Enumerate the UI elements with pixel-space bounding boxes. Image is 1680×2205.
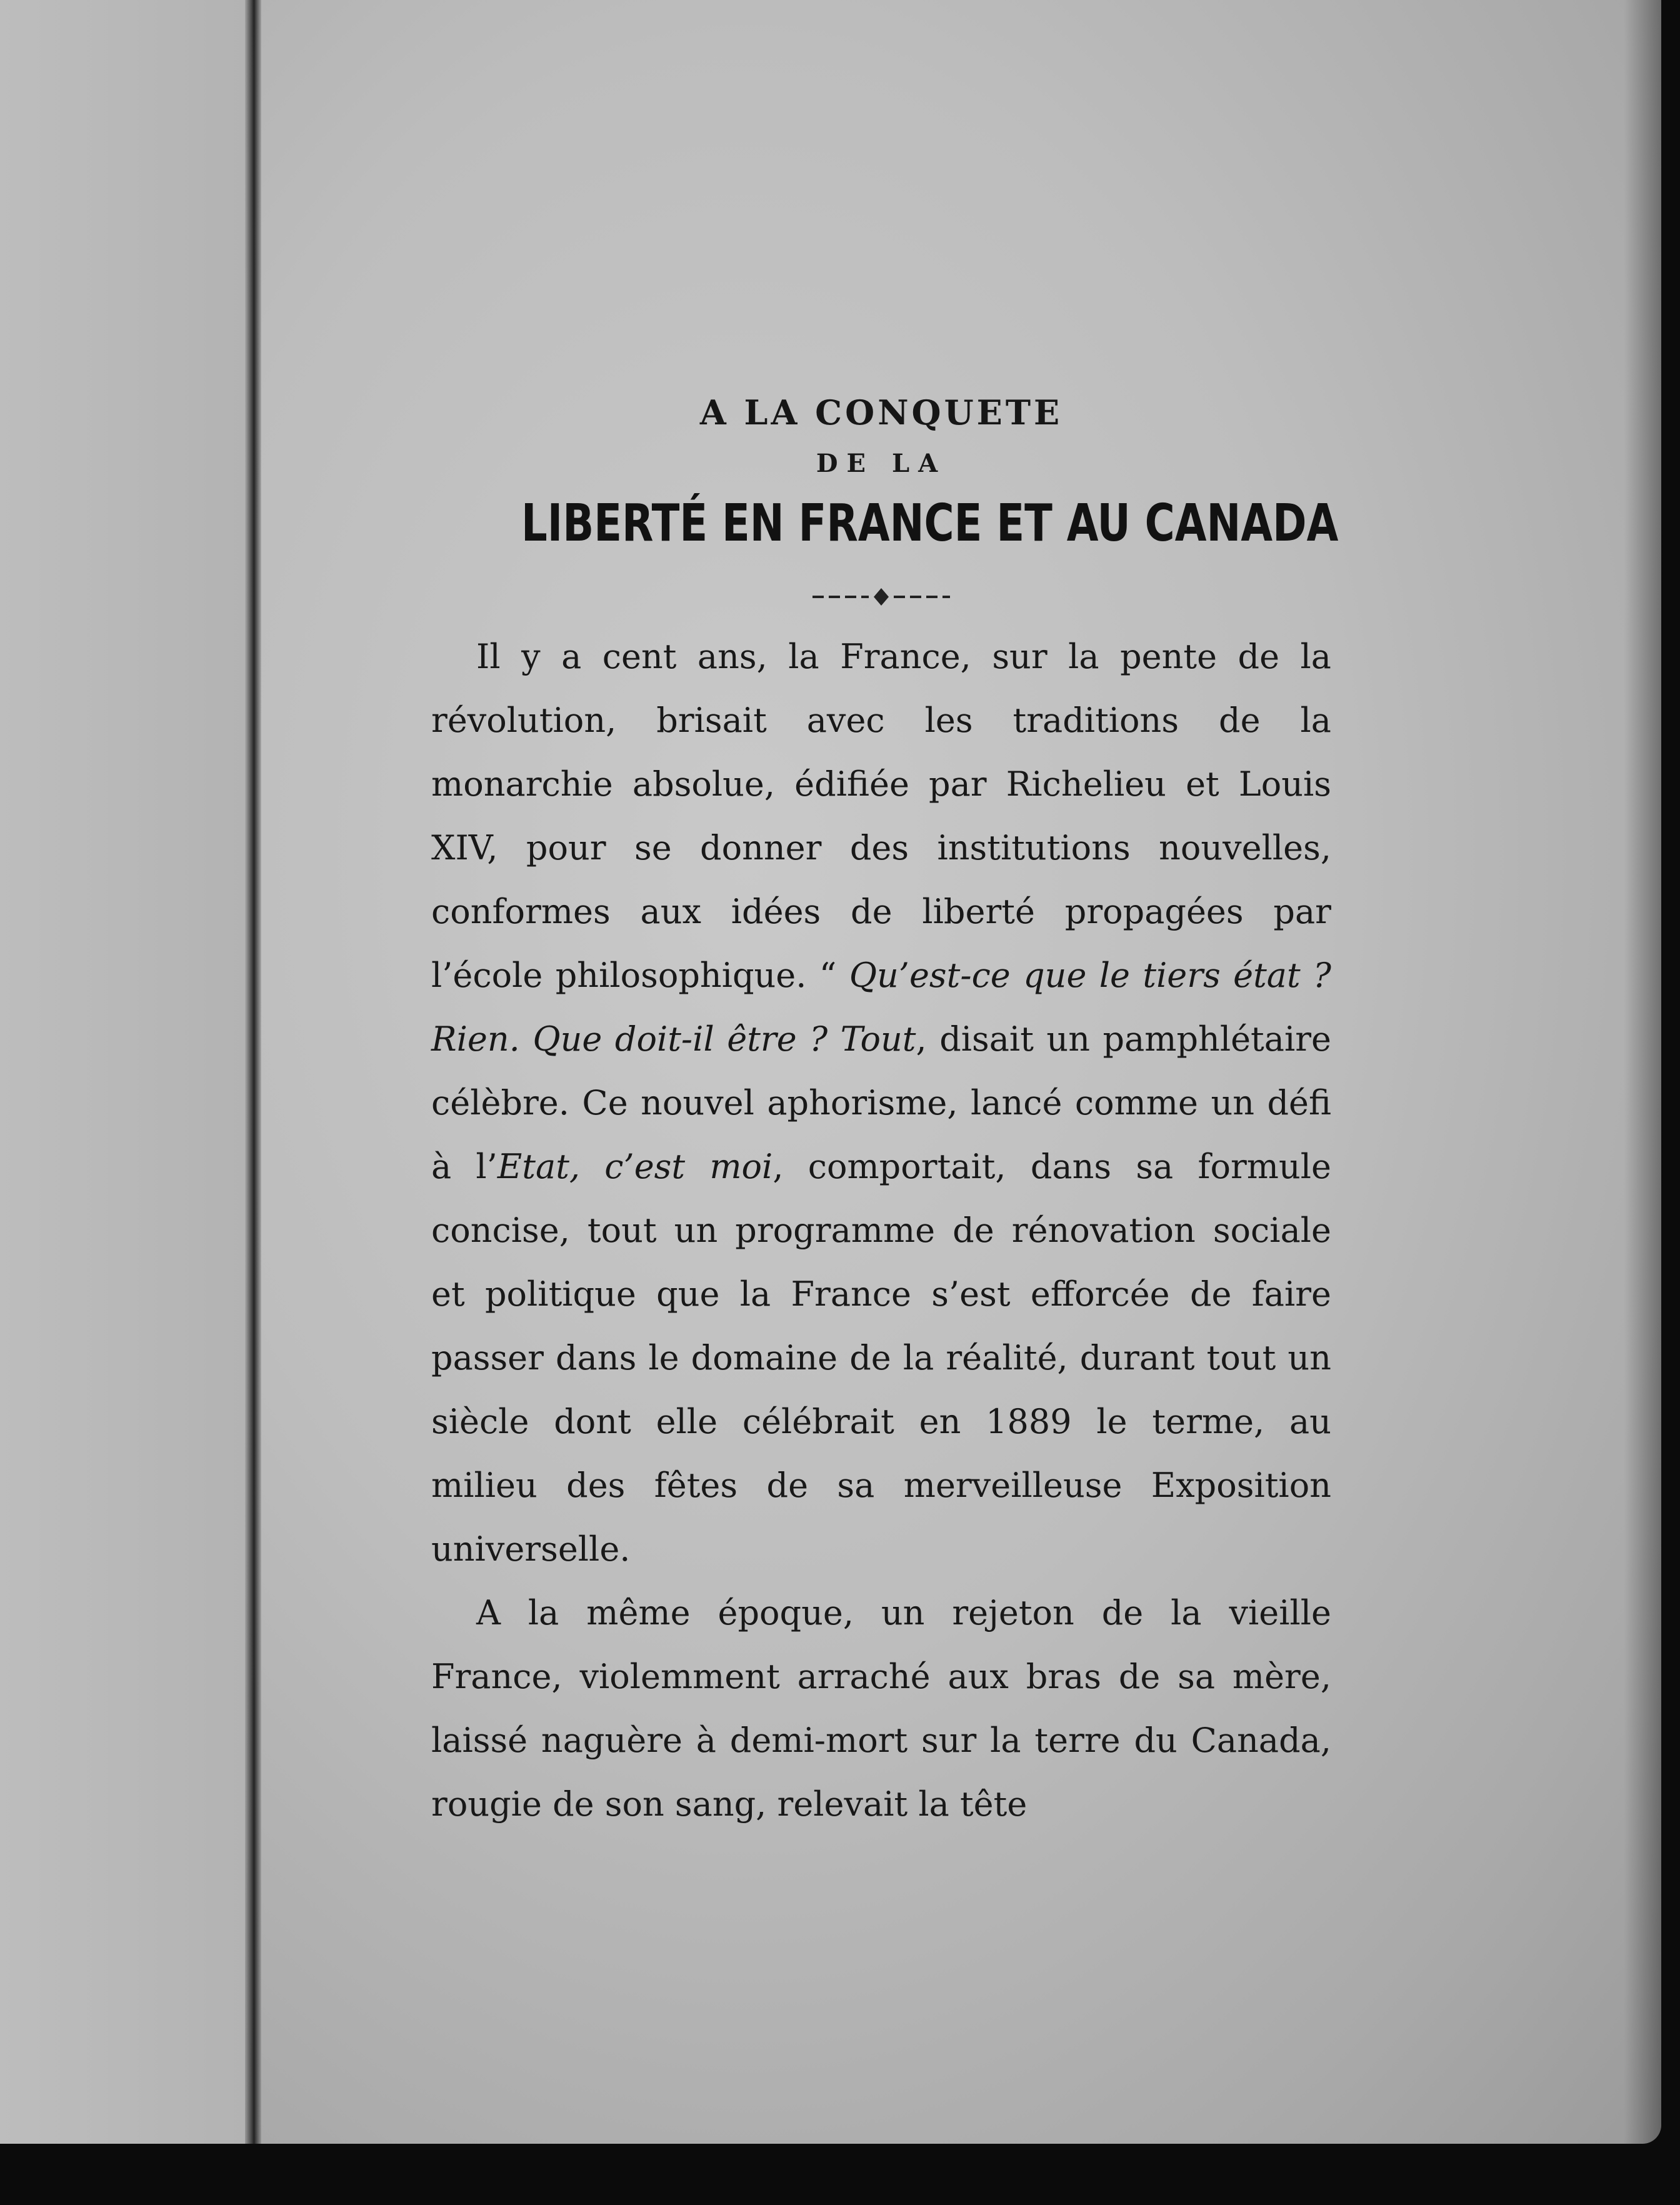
page-fold bbox=[245, 0, 261, 2144]
paragraph bbox=[431, 1581, 1331, 1836]
facing-page-edge bbox=[0, 0, 245, 2144]
body-text bbox=[431, 625, 1331, 1836]
title-line-1: A LA CONQUETE bbox=[699, 392, 1063, 432]
page-title: LIBERTÉ EN FRANCE ET AU CANADA bbox=[521, 494, 1339, 553]
italic-text: Etat, c’est moi bbox=[497, 1147, 773, 1186]
italic-text: Qu’est-ce que le tiers état ? Rien. Que doit-il être ? Tout bbox=[431, 956, 1331, 1059]
text-run: , comportait, dans sa formule concise, tout un programme de rénovation sociale et politique que la France s’est efforcée de faire passer dans le domaine de la réalité, durant tout un siècle dont elle célébrait en 1889 le terme, au milieu des fêtes de sa merveilleuse Exposition universelle. bbox=[431, 1147, 1332, 1569]
text-run: Il y a cent ans, la France, sur la pente de la révolution, brisait avec les traditions de la monarchie absolue, édifiée par Richelieu et Louis XIV, pour se donner des institutions nouvelles, conformes aux idées de liberté propagées par l’école philosophique. “ bbox=[431, 637, 1331, 995]
page-shadow bbox=[1624, 0, 1661, 2144]
text-run: A la même époque, un rejeton de la vieille France, violemment arraché aux bras de sa mère, laissé naguère à demi-mort sur la terre du Canada, rougie de son sang, relevait la tête bbox=[431, 1593, 1331, 1824]
text-run: , disait un pamphlétaire célèbre. Ce nouvel aphorisme, lancé comme un défi à l’ bbox=[431, 1019, 1331, 1186]
paragraph bbox=[431, 625, 1331, 1581]
title-line-2: DE LA bbox=[816, 449, 947, 478]
ornament-divider bbox=[812, 584, 950, 609]
